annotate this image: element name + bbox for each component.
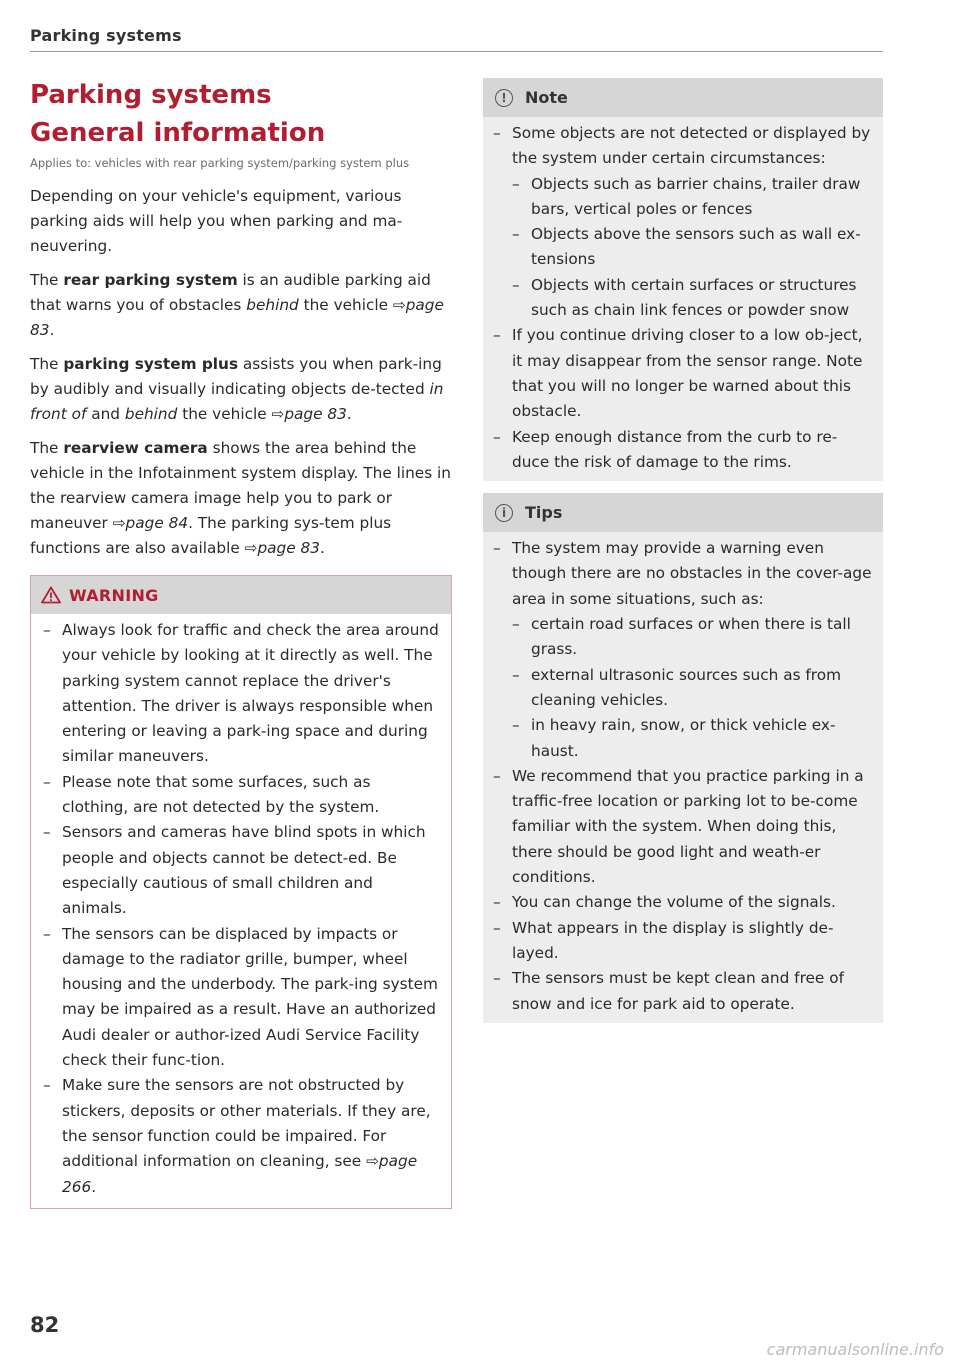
text: The — [30, 271, 64, 289]
emphasis: in front of — [30, 380, 444, 423]
intro-paragraph: Depending on your vehicle's equipment, various parking aids will help you when parking and ma-neuvering. — [30, 187, 403, 255]
tips-header — [483, 493, 883, 532]
info-circle-icon: i — [495, 504, 513, 522]
page-number: 82 — [30, 1313, 60, 1337]
tips-sublist — [512, 612, 873, 764]
emphasis: behind — [124, 405, 178, 423]
text: the vehicle — [298, 296, 393, 314]
text: Make sure the sensors are not obstructed by stickers, deposits or other materials. If they are, the sensor function could be impaired. For additional information on cleaning, see — [62, 1076, 431, 1171]
list-item: – Please note that some surfaces, such as clothing, are not detected by the system. — [43, 770, 439, 821]
text: The — [30, 439, 64, 457]
page-reference-link[interactable]: ⇨page 83 — [244, 539, 321, 557]
rear-parking-paragraph — [30, 268, 452, 343]
section-subtitle: General information — [30, 118, 326, 148]
tips-body — [483, 532, 883, 1023]
text: . — [320, 539, 325, 557]
text: assists you when park-ing by audibly and visually indicating objects de-tected — [30, 355, 442, 398]
header-divider — [30, 51, 883, 52]
warning-box — [30, 575, 452, 1209]
tips-list — [493, 536, 873, 1017]
parking-plus-paragraph — [30, 352, 452, 427]
text: . — [346, 405, 352, 423]
section-title: Parking systems — [30, 80, 272, 110]
list-item — [493, 121, 873, 323]
emphasis: behind — [246, 296, 299, 314]
warning-triangle-icon — [41, 586, 61, 604]
tips-box — [483, 493, 883, 1023]
page-reference-link[interactable]: ⇨page 84 — [112, 514, 189, 532]
warning-body — [31, 614, 451, 1208]
note-heading: Note — [525, 88, 568, 107]
exclamation-circle-icon: ! — [495, 89, 513, 107]
text: Some objects are not detected or displayed by the system under certain circumstances: — [512, 124, 871, 168]
list-item: – in heavy rain, snow, or thick vehicle ex-haust. — [512, 713, 873, 764]
warning-header — [31, 576, 451, 614]
text: The system may provide a warning even though there are no obstacles in the cover-age area in some situations, such as: — [512, 539, 872, 608]
list-item — [493, 536, 873, 764]
list-item: – Objects above the sensors such as wall ex-tensions — [512, 222, 873, 273]
text: The — [30, 355, 64, 373]
text: and — [86, 405, 125, 423]
term-parking-system-plus: parking system plus — [63, 355, 239, 373]
note-list — [493, 121, 873, 475]
tips-heading: Tips — [525, 503, 563, 523]
list-item: – What appears in the display is slightly de-layed. — [493, 916, 873, 967]
list-item: – You can change the volume of the signals. — [493, 890, 873, 915]
warning-list — [43, 618, 439, 1200]
list-item: – The sensors can be displaced by impacts or damage to the radiator grille, bumper, wheel housing and the underbody. The park-ing system may be impaired as a result. Have an authorized Audi dealer or author-ized Audi Service Facility check their func-tion. — [43, 922, 439, 1074]
note-body — [483, 117, 883, 481]
rearview-camera-paragraph — [30, 436, 452, 561]
text: shows the area behind the vehicle in the Infotainment system display. The lines in the rearview camera image help you to park or maneuver — [30, 439, 451, 532]
text: the vehicle — [177, 405, 272, 423]
list-item: – We recommend that you practice parking in a traffic-free location or parking lot to be-come familiar with the system. When doing this, there should be good light and weath-er conditions. — [493, 764, 873, 890]
list-item: – Always look for traffic and check the area around your vehicle by looking at it directly as well. The parking system cannot replace the driver's attention. The driver is always responsible when entering or leaving a park-ing space and during similar maneuvers. — [43, 618, 439, 770]
text: . The parking sys-tem plus functions are also available — [30, 514, 392, 557]
right-column — [483, 78, 883, 1023]
term-rearview-camera: rearview camera — [63, 439, 208, 457]
list-item: – Keep enough distance from the curb to re-duce the risk of damage to the rims. — [493, 425, 873, 476]
list-item: – external ultrasonic sources such as from cleaning vehicles. — [512, 663, 873, 714]
running-header: Parking systems — [30, 26, 182, 45]
applies-to-note: Applies to: vehicles with rear parking system/parking system plus — [30, 156, 410, 170]
watermark: carmanualsonline.info — [766, 1340, 944, 1359]
list-item: – The sensors must be kept clean and free of snow and ice for park aid to operate. — [493, 966, 873, 1017]
text: . — [91, 1177, 97, 1196]
list-item — [43, 1073, 439, 1199]
page-reference-link[interactable]: ⇨page 83 — [271, 405, 347, 423]
list-item: – certain road surfaces or when there is tall grass. — [512, 612, 873, 663]
warning-heading: WARNING — [69, 585, 159, 605]
note-header — [483, 78, 883, 117]
list-item: – If you continue driving closer to a low ob-ject, it may disappear from the sensor range. Note that you will no longer be warned about this obstacle. — [493, 323, 873, 424]
text: . — [49, 321, 55, 339]
note-sublist — [512, 172, 873, 324]
term-rear-parking-system: rear parking system — [63, 271, 238, 289]
note-box — [483, 78, 883, 481]
list-item: – Objects such as barrier chains, trailer draw bars, vertical poles or fences — [512, 172, 873, 223]
text: is an audible parking aid that warns you of obstacles — [30, 271, 431, 314]
page-reference-link[interactable]: ⇨page 266 — [62, 1152, 418, 1196]
page-reference-link[interactable]: ⇨page 83 — [30, 296, 444, 339]
left-column — [30, 76, 452, 1209]
list-item: – Objects with certain surfaces or structures such as chain link fences or powder snow — [512, 273, 873, 324]
list-item: – Sensors and cameras have blind spots in which people and objects cannot be detect-ed. Be especially cautious of small children and animals. — [43, 820, 439, 921]
